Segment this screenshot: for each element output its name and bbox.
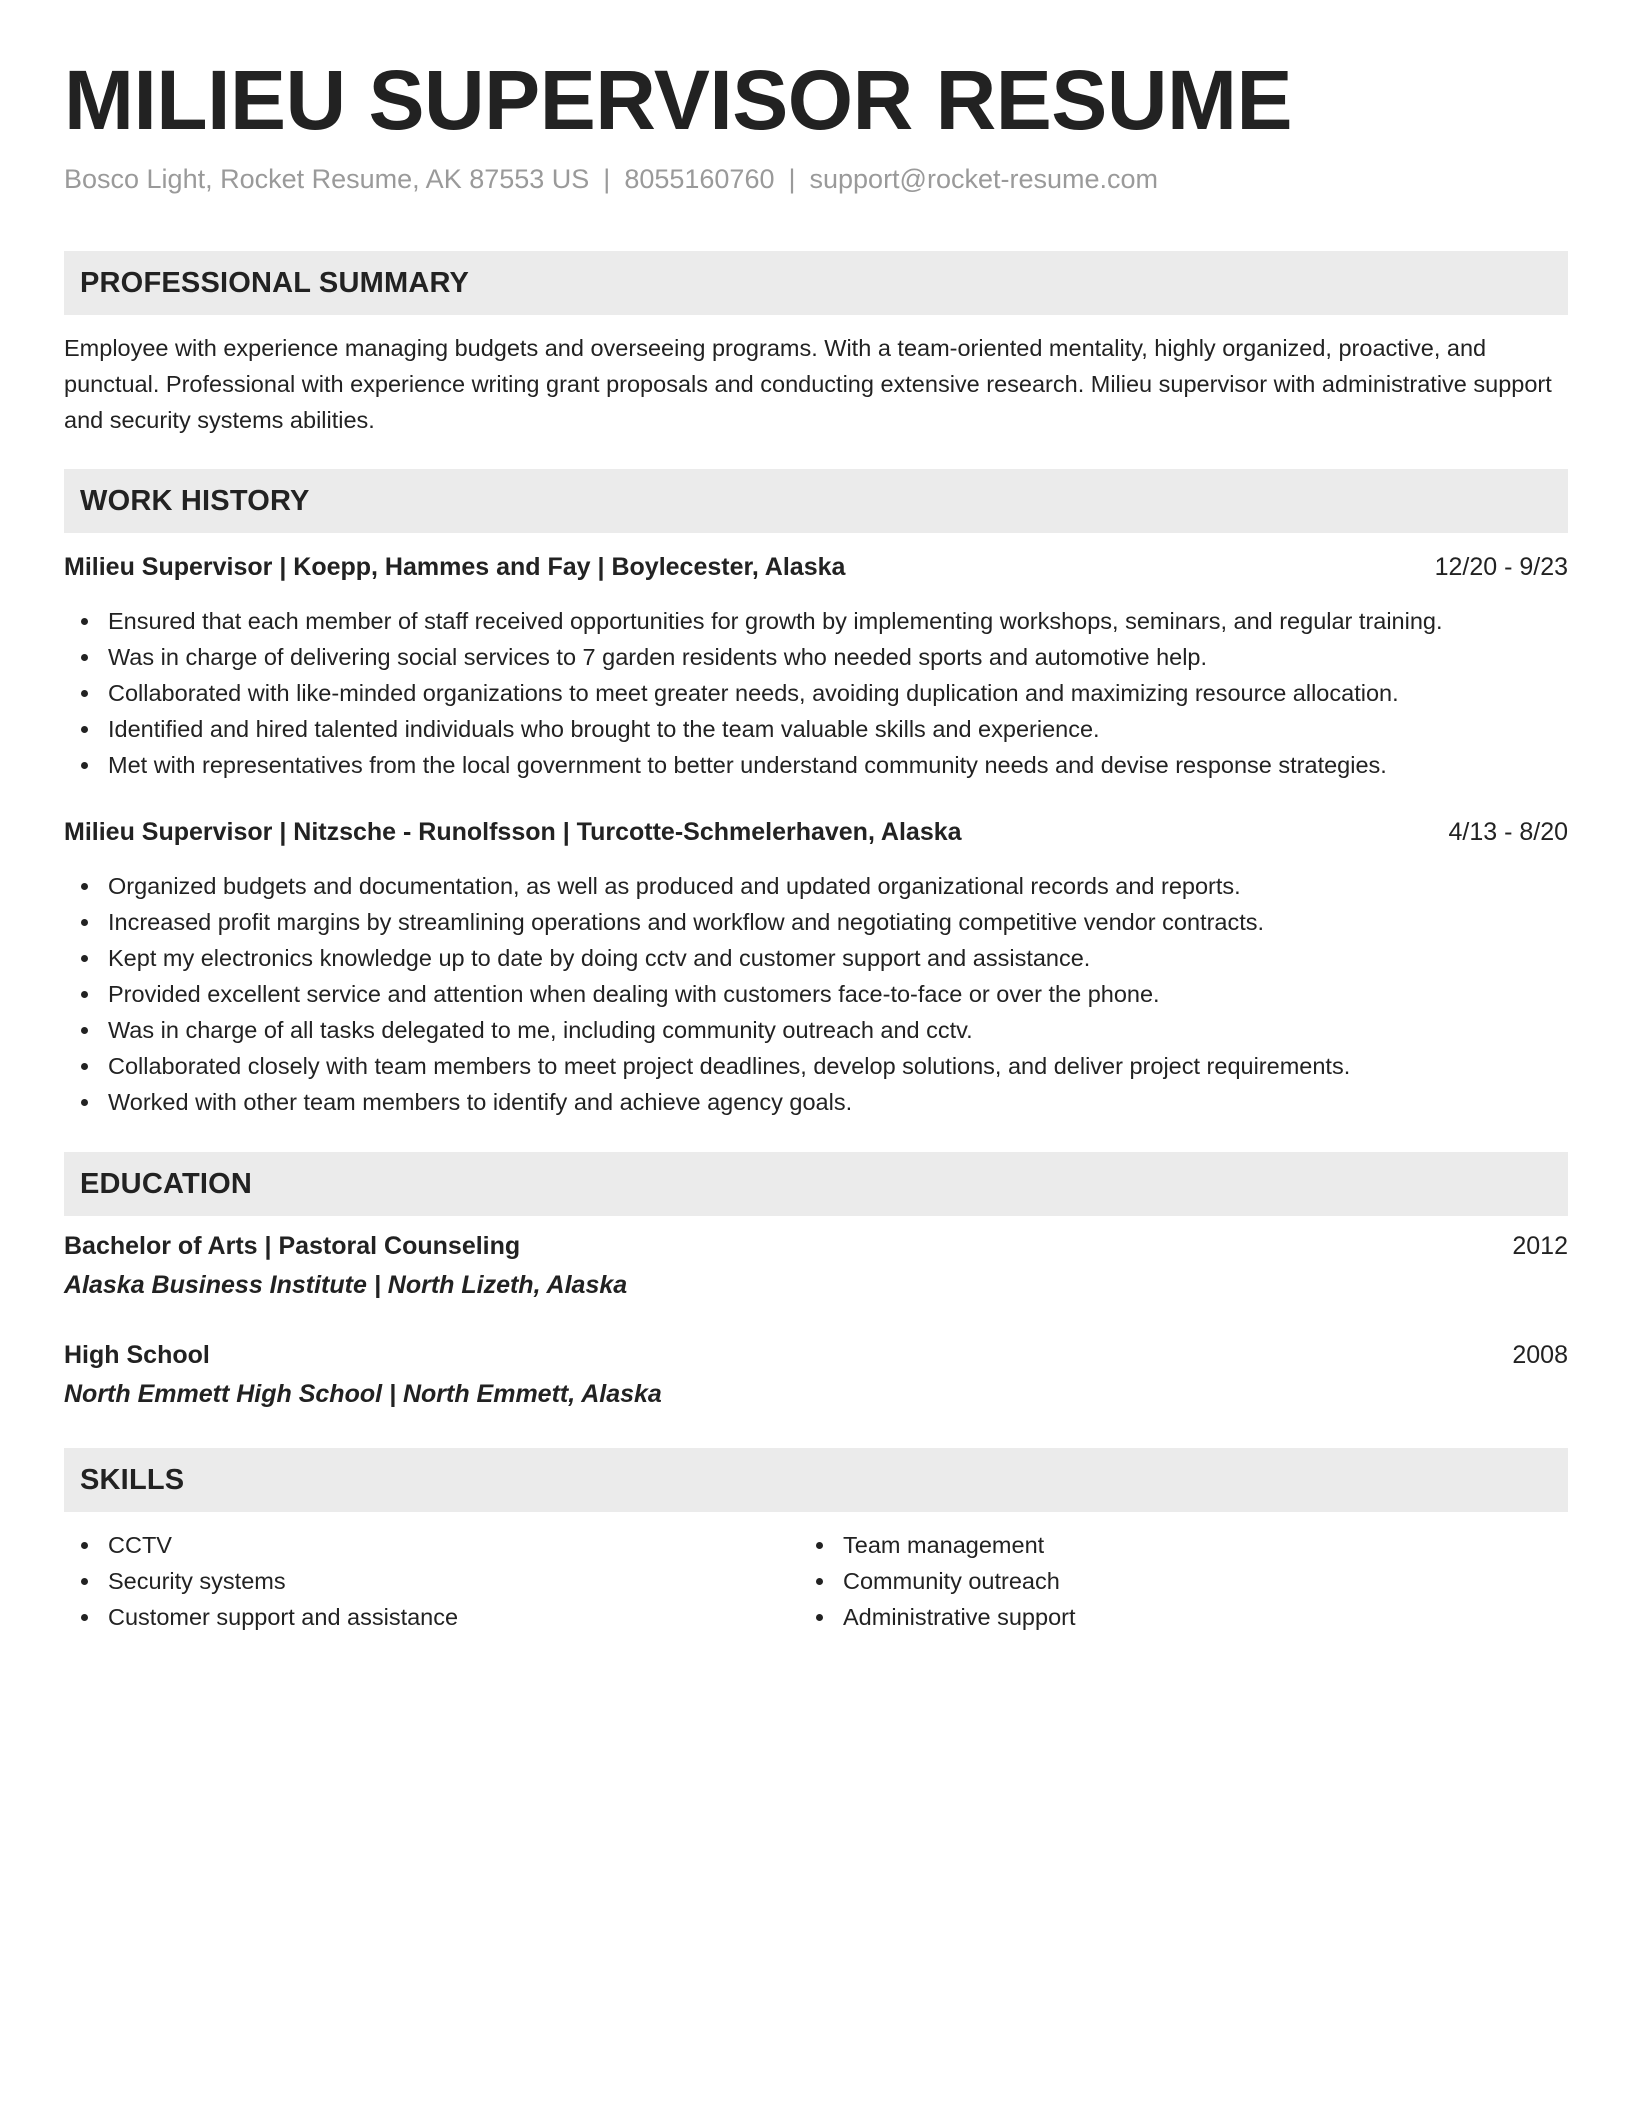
skills-list-left (64, 1527, 764, 1635)
list-item: Collaborated with like-minded organizations to meet greater needs, avoiding duplication and maximizing resource allocation. (108, 675, 1568, 711)
skill-item: Community outreach (843, 1563, 1499, 1599)
education-school: Alaska Business Institute | North Lizeth, Alaska (64, 1271, 628, 1299)
section-heading-summary: PROFESSIONAL SUMMARY (80, 266, 470, 299)
job-header (64, 814, 1568, 850)
list-item: Identified and hired talented individuals who brought to the team valuable skills and experience. (108, 711, 1568, 747)
job-header (64, 549, 1568, 585)
skill-item: Customer support and assistance (108, 1599, 764, 1635)
education-year: 2012 (1512, 1232, 1568, 1260)
contact-line (64, 164, 1158, 195)
skill-item: Administrative support (843, 1599, 1499, 1635)
education-school: North Emmett High School | North Emmett, Alaska (64, 1380, 662, 1408)
education-degree: Bachelor of Arts | Pastoral Counseling (64, 1232, 521, 1260)
contact-separator: | (603, 164, 611, 194)
job-bullets (64, 868, 1568, 1120)
job-title: Milieu Supervisor | Koepp, Hammes and Fay | Boylecester, Alaska (64, 552, 846, 581)
section-heading-education: EDUCATION (80, 1167, 253, 1200)
section-summary (64, 251, 1568, 315)
list-item: Organized budgets and documentation, as well as produced and updated organizational records and reports. (108, 868, 1568, 904)
contact-address: Bosco Light, Rocket Resume, AK 87553 US (64, 164, 590, 194)
section-work-history (64, 469, 1568, 533)
education-entry-header (64, 1232, 1568, 1261)
list-item: Kept my electronics knowledge up to date by doing cctv and customer support and assistance. (108, 940, 1568, 976)
job-bullets (64, 603, 1568, 783)
list-item: Was in charge of delivering social services to 7 garden residents who needed sports and automotive help. (108, 639, 1568, 675)
job-dates: 12/20 - 9/23 (1434, 552, 1568, 581)
section-skills (64, 1448, 1568, 1512)
skill-item: Team management (843, 1527, 1499, 1563)
list-item: Increased profit margins by streamlining operations and workflow and negotiating competitive vendor contracts. (108, 904, 1568, 940)
list-item: Ensured that each member of staff received opportunities for growth by implementing workshops, seminars, and regular training. (108, 603, 1568, 639)
education-year: 2008 (1512, 1341, 1568, 1369)
list-item: Collaborated closely with team members to meet project deadlines, develop solutions, and deliver project requirements. (108, 1048, 1568, 1084)
section-education (64, 1152, 1568, 1216)
list-item: Was in charge of all tasks delegated to me, including community outreach and cctv. (108, 1012, 1568, 1048)
section-heading-skills: SKILLS (80, 1463, 185, 1496)
list-item: Provided excellent service and attention when dealing with customers face-to-face or over the phone. (108, 976, 1568, 1012)
section-heading-work: WORK HISTORY (80, 484, 310, 517)
job-title: Milieu Supervisor | Nitzsche - Runolfsson | Turcotte-Schmelerhaven, Alaska (64, 817, 962, 846)
education-entry-header (64, 1341, 1568, 1370)
list-item: Met with representatives from the local government to better understand community needs and devise response strategies. (108, 747, 1568, 783)
skill-item: Security systems (108, 1563, 764, 1599)
contact-phone: 8055160760 (624, 164, 775, 194)
contact-separator: | (788, 164, 796, 194)
skills-list-right (799, 1527, 1499, 1635)
skill-item: CCTV (108, 1527, 764, 1563)
education-degree: High School (64, 1341, 210, 1369)
job-dates: 4/13 - 8/20 (1448, 817, 1568, 846)
resume-title: MILIEU SUPERVISOR RESUME (64, 53, 1292, 147)
list-item: Worked with other team members to identify and achieve agency goals. (108, 1084, 1568, 1120)
summary-text: Employee with experience managing budgets and overseeing programs. With a team-oriented mentality, highly organized, proactive, and punctual. Professional with experience writing grant proposals and conducting extensive research. Milieu supervisor with administrative support and security systems abilities. (64, 335, 1552, 433)
contact-email: support@rocket-resume.com (809, 164, 1159, 194)
